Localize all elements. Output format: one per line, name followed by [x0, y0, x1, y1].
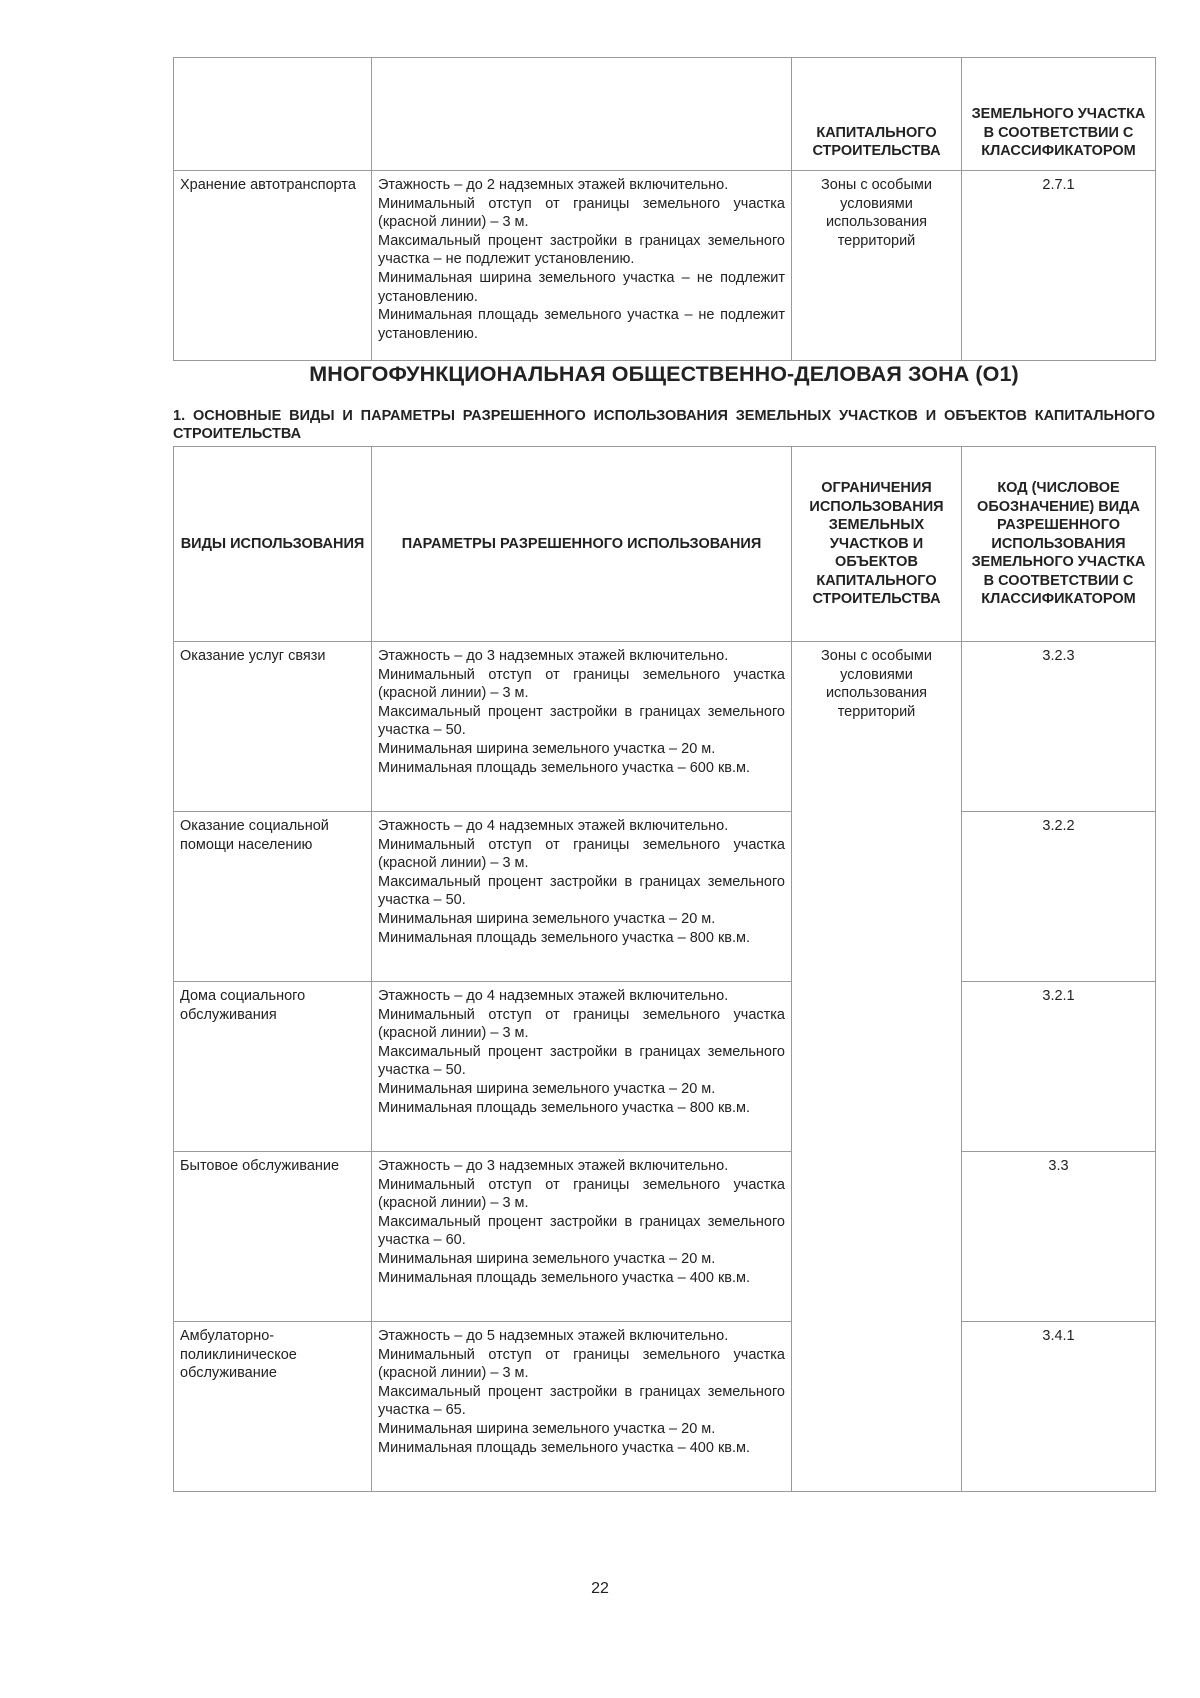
- param-line: Максимальный процент застройки в границах земельного участка – 60.: [378, 1213, 785, 1249]
- params-cell: [372, 982, 792, 1152]
- code-cell: 3.4.1: [962, 1322, 1156, 1492]
- table-row: [174, 1322, 1156, 1492]
- param-line: Минимальная ширина земельного участка – 20 м.: [378, 740, 716, 757]
- param-line: Минимальная ширина земельного участка – 20 м.: [378, 910, 716, 927]
- params-cell: [372, 1322, 792, 1492]
- param-line: Максимальный процент застройки в границах земельного участка – 50.: [378, 703, 785, 739]
- use-cell: Бытовое обслуживание: [174, 1152, 372, 1322]
- use-cell: Оказание социальной помощи населению: [174, 812, 372, 982]
- table-row: [174, 982, 1156, 1152]
- header-cell-params: [372, 58, 792, 171]
- header-cell-code: КОД (ЧИСЛОВОЕ ОБОЗНАЧЕНИЕ) ВИДА РАЗРЕШЕННОГО ИСПОЛЬЗОВАНИЯ ЗЕМЕЛЬНОГО УЧАСТКА В СООТВЕТСТВИИ С КЛАССИФИКАТОРОМ: [962, 447, 1156, 642]
- param-line: Минимальная ширина земельного участка – 20 м.: [378, 1250, 716, 1267]
- param-line: Минимальная площадь земельного участка – не подлежит установлению.: [378, 307, 785, 342]
- param-line: Минимальный отступ от границы земельного участка (красной линии) – 3 м.: [378, 1176, 785, 1212]
- use-cell: Амбулаторно-поликлиническое обслуживание: [174, 1322, 372, 1492]
- params-cell: [372, 171, 792, 361]
- header-cell-uses: [174, 58, 372, 171]
- param-line: Минимальный отступ от границы земельного участка (красной линии) – 3 м.: [378, 195, 785, 231]
- param-line: Максимальный процент застройки в границах земельного участка – не подлежит установлению.: [378, 232, 785, 268]
- param-line: Минимальная площадь земельного участка – 400 кв.м.: [378, 1439, 751, 1456]
- param-line: Минимальная площадь земельного участка – 400 кв.м.: [378, 1269, 751, 1286]
- param-line: Минимальный отступ от границы земельного участка (красной линии) – 3 м.: [378, 836, 785, 872]
- code-cell: 3.2.1: [962, 982, 1156, 1152]
- param-line: Этажность – до 2 надземных этажей включительно.: [378, 177, 729, 193]
- param-line: Этажность – до 4 надземных этажей включительно.: [378, 988, 729, 1004]
- header-cell-uses: ВИДЫ ИСПОЛЬЗОВАНИЯ: [174, 447, 372, 642]
- restriction-cell: Зоны с особыми условиями использования территорий: [792, 642, 962, 1492]
- param-line: Минимальная ширина земельного участка – 20 м.: [378, 1420, 716, 1437]
- use-cell: Дома социального обслуживания: [174, 982, 372, 1152]
- header-cell-code: ЗЕМЕЛЬНОГО УЧАСТКА В СООТВЕТСТВИИ С КЛАССИФИКАТОРОМ: [962, 58, 1156, 171]
- header-cell-params: ПАРАМЕТРЫ РАЗРЕШЕННОГО ИСПОЛЬЗОВАНИЯ: [372, 447, 792, 642]
- params-cell: [372, 1152, 792, 1322]
- param-line: Минимальная площадь земельного участка – 800 кв.м.: [378, 929, 751, 946]
- param-line: Минимальная ширина земельного участка – 20 м.: [378, 1080, 716, 1097]
- param-line: Этажность – до 5 надземных этажей включительно.: [378, 1328, 729, 1344]
- param-line: Минимальная площадь земельного участка – 600 кв.м.: [378, 759, 751, 776]
- use-cell: Хранение автотранспорта: [174, 171, 372, 361]
- code-cell: 3.3: [962, 1152, 1156, 1322]
- param-line: Максимальный процент застройки в границах земельного участка – 65.: [378, 1383, 785, 1419]
- param-line: Максимальный процент застройки в границах земельного участка – 50.: [378, 873, 785, 909]
- use-cell: Оказание услуг связи: [174, 642, 372, 812]
- zone-title: МНОГОФУНКЦИОНАЛЬНАЯ ОБЩЕСТВЕННО-ДЕЛОВАЯ ЗОНА (О1): [309, 362, 1019, 386]
- param-line: Минимальный отступ от границы земельного участка (красной линии) – 3 м.: [378, 1006, 785, 1042]
- param-line: Этажность – до 4 надземных этажей включительно.: [378, 818, 729, 834]
- header-cell-restrictions: ОГРАНИЧЕНИЯ ИСПОЛЬЗОВАНИЯ ЗЕМЕЛЬНЫХ УЧАСТКОВ И ОБЪЕКТОВ КАПИТАЛЬНОГО СТРОИТЕЛЬСТВА: [792, 447, 962, 642]
- param-line: Минимальная ширина земельного участка – не подлежит установлению.: [378, 269, 785, 305]
- table-row: [174, 1152, 1156, 1322]
- param-line: Этажность – до 3 надземных этажей включительно.: [378, 648, 729, 664]
- restriction-cell: Зоны с особыми условиями использования территорий: [792, 171, 962, 361]
- section-heading: 1. ОСНОВНЫЕ ВИДЫ И ПАРАМЕТРЫ РАЗРЕШЕННОГО ИСПОЛЬЗОВАНИЯ ЗЕМЕЛЬНЫХ УЧАСТКОВ И ОБЪЕКТОВ КАПИТАЛЬНОГО СТРОИТЕЛЬСТВА: [173, 408, 1155, 442]
- page-number: 22: [591, 1580, 609, 1597]
- param-line: Минимальная площадь земельного участка – 800 кв.м.: [378, 1099, 751, 1116]
- table-header-row: [174, 58, 1156, 171]
- params-cell: [372, 812, 792, 982]
- table-header-row: [174, 447, 1156, 642]
- code-cell: 3.2.2: [962, 812, 1156, 982]
- table-row: [174, 642, 1156, 812]
- params-cell: [372, 642, 792, 812]
- continued-uses-table: [173, 57, 1156, 361]
- param-line: Минимальный отступ от границы земельного участка (красной линии) – 3 м.: [378, 1346, 785, 1382]
- param-line: Этажность – до 3 надземных этажей включительно.: [378, 1158, 729, 1174]
- param-line: Минимальный отступ от границы земельного участка (красной линии) – 3 м.: [378, 666, 785, 702]
- header-cell-restrictions: КАПИТАЛЬНОГО СТРОИТЕЛЬСТВА: [792, 58, 962, 171]
- table-row: [174, 171, 1156, 361]
- main-uses-table: [173, 446, 1156, 1492]
- table-row: [174, 812, 1156, 982]
- code-cell: 2.7.1: [962, 171, 1156, 361]
- code-cell: 3.2.3: [962, 642, 1156, 812]
- param-line: Максимальный процент застройки в границах земельного участка – 50.: [378, 1043, 785, 1079]
